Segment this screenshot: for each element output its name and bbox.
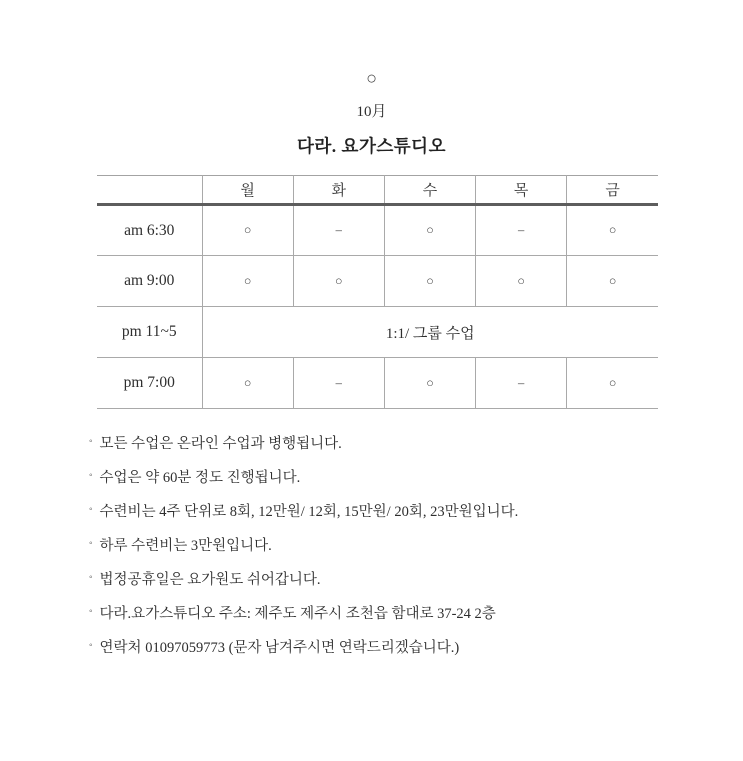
time-label: am 9:00 (97, 256, 202, 307)
bullet-icon: ◦ (89, 572, 93, 583)
schedule-mark: ○ (293, 256, 384, 307)
bullet-icon: ◦ (89, 640, 93, 651)
schedule-mark: – (293, 205, 384, 256)
table-row (97, 205, 658, 256)
schedule-mark: ○ (567, 256, 658, 307)
note-item (89, 461, 659, 495)
day-header-tue: 화 (293, 176, 384, 205)
schedule-mark: ○ (384, 256, 475, 307)
schedule-mark: – (476, 358, 567, 409)
note-text: 연락처 01097059773 (문자 남겨주시면 연락드리겠습니다.) (99, 640, 460, 656)
schedule-mark: ○ (384, 205, 475, 256)
bullet-icon: ◦ (89, 538, 93, 549)
time-label: am 6:30 (97, 205, 202, 256)
table-row (97, 256, 658, 307)
day-header-wed: 수 (384, 176, 475, 205)
note-text: 법정공휴일은 요가원도 쉬어갑니다. (99, 572, 321, 588)
circle-ornament-icon: ○ (366, 68, 377, 88)
table-row (97, 358, 658, 409)
note-item (89, 495, 659, 529)
schedule-mark: ○ (384, 358, 475, 409)
note-item (89, 631, 659, 665)
table-header-row (97, 176, 658, 205)
note-text: 하루 수련비는 3만원입니다. (99, 538, 272, 554)
note-item (89, 427, 659, 461)
time-label: pm 7:00 (97, 358, 202, 409)
schedule-mark: ○ (476, 256, 567, 307)
schedule-table (97, 175, 658, 409)
table-corner-cell (97, 176, 202, 205)
note-text: 수업은 약 60분 정도 진행됩니다. (99, 470, 301, 486)
note-text: 다라.요가스튜디오 주소: 제주도 제주시 조천읍 함대로 37-24 2층 (99, 606, 496, 622)
schedule-mark: ○ (202, 205, 293, 256)
table-row (97, 307, 658, 358)
time-label: pm 11~5 (97, 307, 202, 358)
bullet-icon: ◦ (89, 606, 93, 617)
day-header-mon: 월 (202, 176, 293, 205)
note-text: 모든 수업은 온라인 수업과 병행됩니다. (99, 436, 342, 452)
merged-session-cell: 1:1/ 그룹 수업 (202, 307, 658, 358)
note-item (89, 563, 659, 597)
schedule-mark: – (293, 358, 384, 409)
month-label: 10月 (356, 104, 387, 120)
schedule-mark: ○ (202, 256, 293, 307)
note-text: 수련비는 4주 단위로 8회, 12만원/ 12회, 15만원/ 20회, 23만원입니다. (99, 504, 519, 520)
day-header-fri: 금 (567, 176, 658, 205)
note-item (89, 529, 659, 563)
bullet-icon: ◦ (89, 436, 93, 447)
day-header-thu: 목 (476, 176, 567, 205)
bullet-icon: ◦ (89, 504, 93, 515)
bullet-icon: ◦ (89, 470, 93, 481)
note-item (89, 597, 659, 631)
schedule-mark: ○ (202, 358, 293, 409)
schedule-mark: ○ (567, 358, 658, 409)
notes-list (89, 427, 659, 665)
page-title: 다라. 요가스튜디오 (297, 136, 446, 156)
schedule-mark: – (476, 205, 567, 256)
schedule-mark: ○ (567, 205, 658, 256)
